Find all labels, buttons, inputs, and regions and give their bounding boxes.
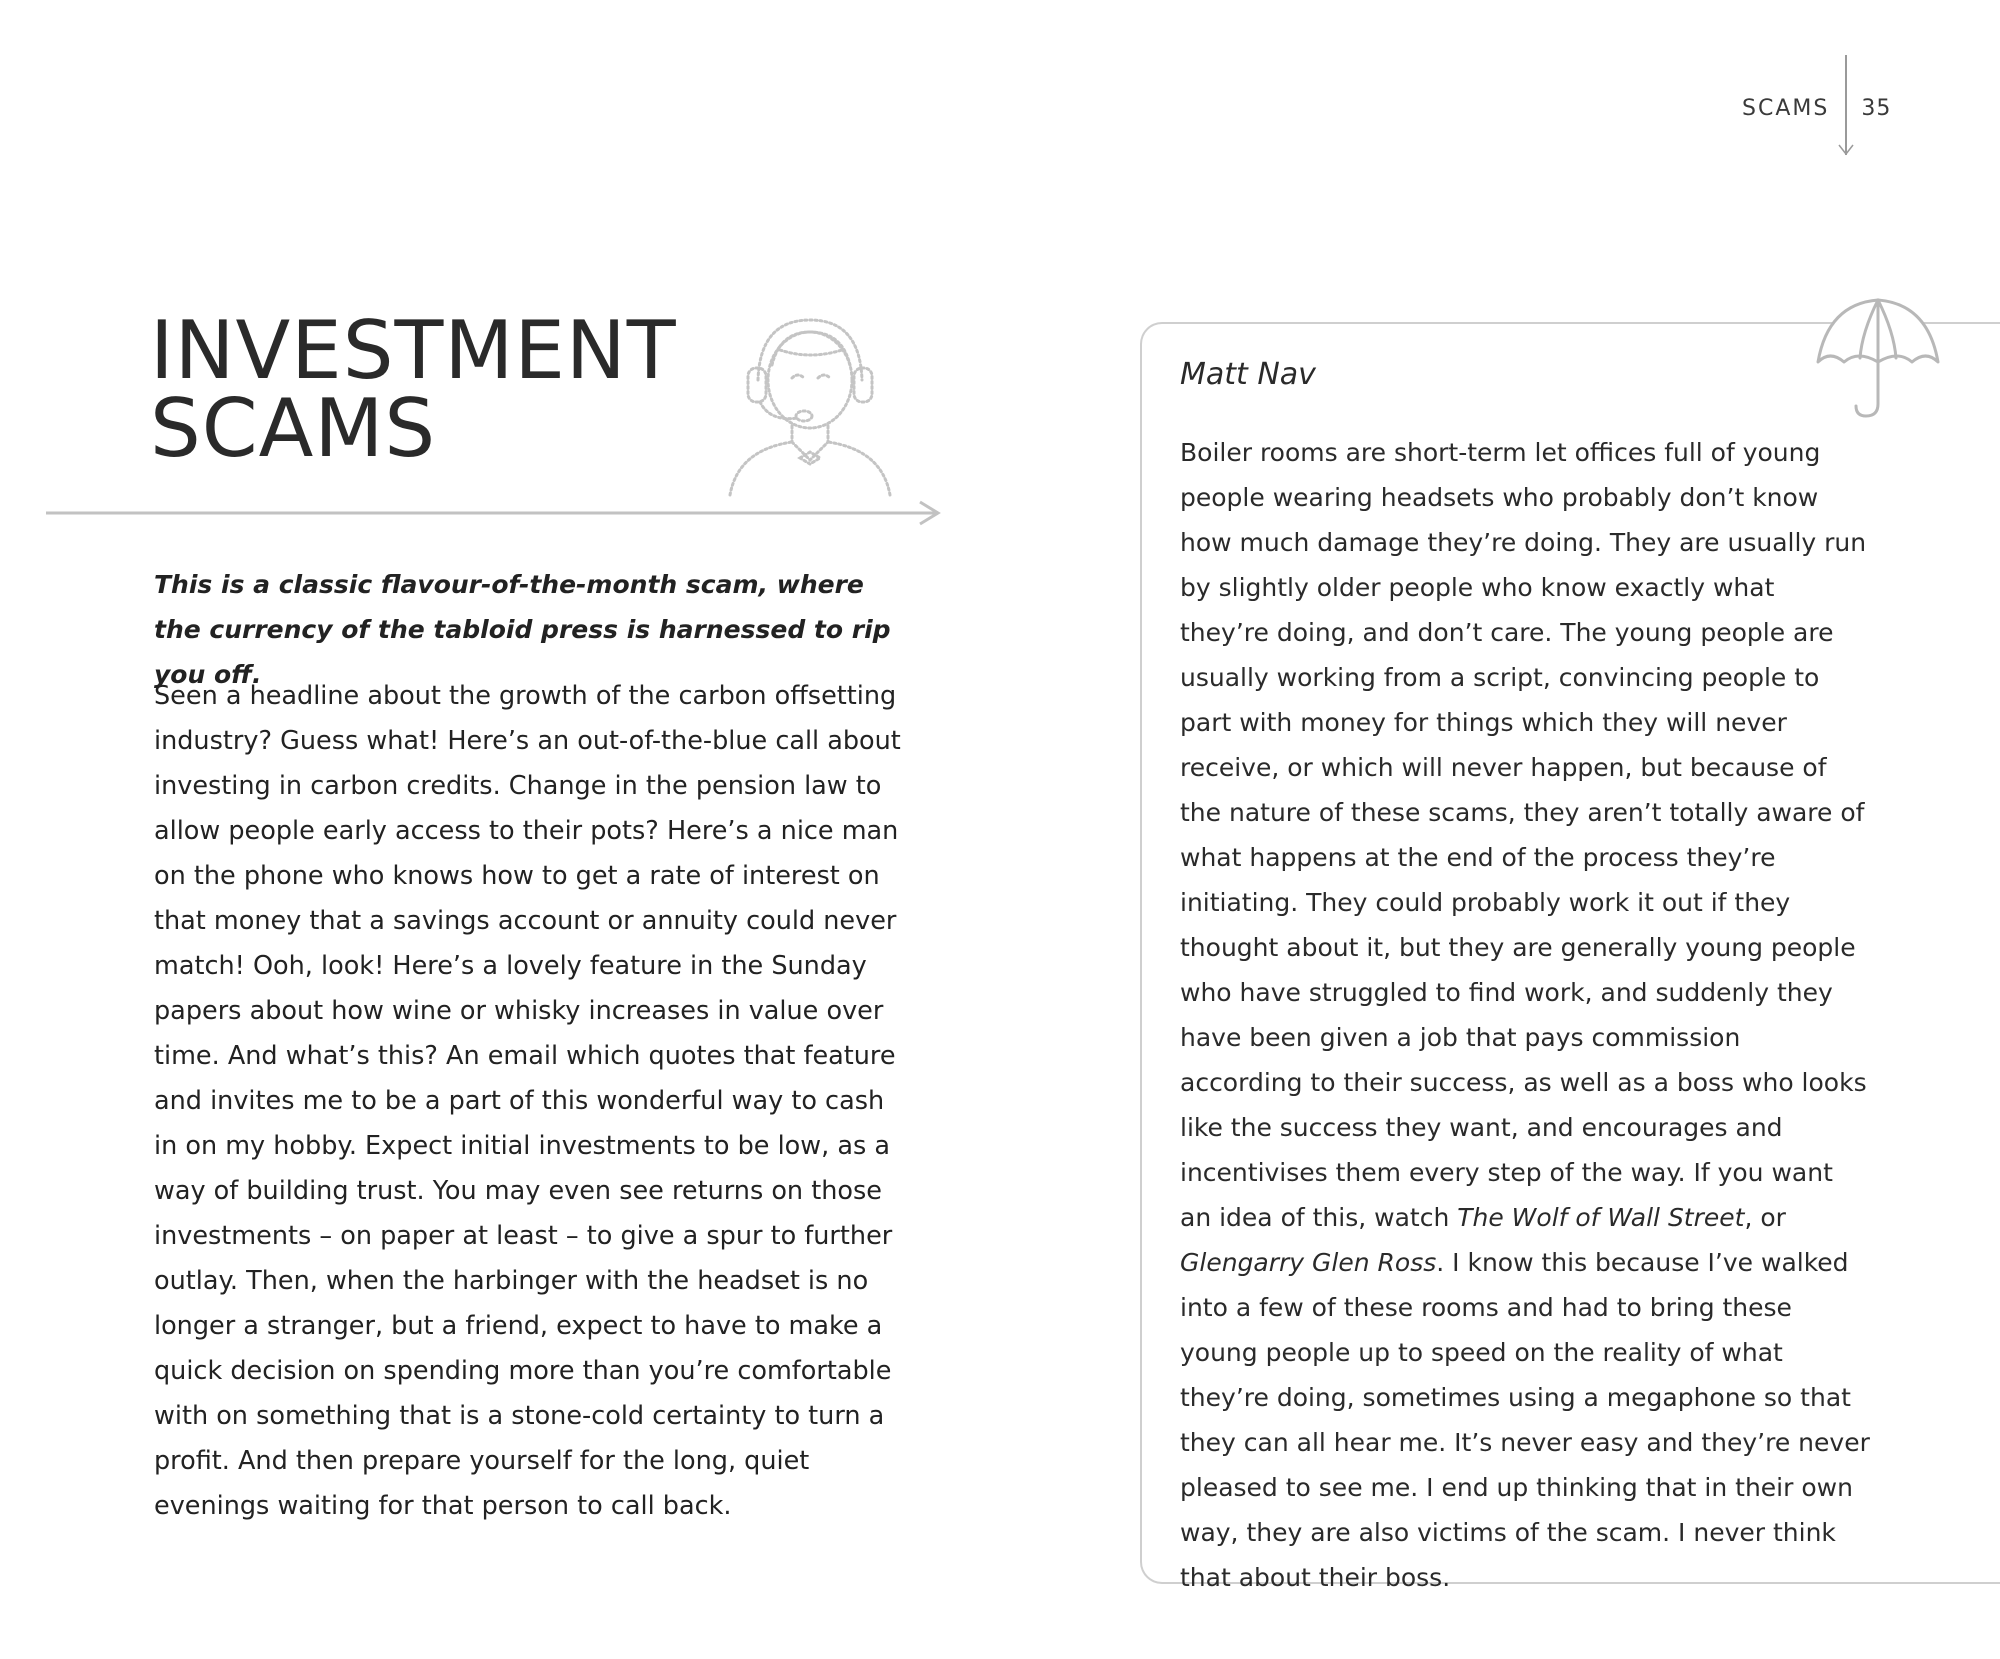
- title-line-1: INVESTMENT: [150, 304, 677, 397]
- film-title-glengarry: Glengarry Glen Ross: [1180, 1248, 1437, 1277]
- sidebar-text-part-3: . I know this because I’ve walked into a few of these rooms and had to bring these young people up to speed on the reality of what they’re doing, sometimes using a megaphone so that they can all hear me. It’s never easy and they’re never pleased to see me. I end up thinking that in their own way, they are also victims of the scam. I never think that about their boss.: [1180, 1248, 1870, 1592]
- title-arrow-rule: [46, 498, 946, 528]
- umbrella-icon: [1808, 292, 1948, 422]
- page-title: [150, 304, 677, 475]
- running-header: [1742, 88, 1891, 128]
- page-number: 35: [1861, 95, 1892, 121]
- article-body: Seen a headline about the growth of the carbon offsetting industry? Guess what! Here’s an out-of-the-blue call about investing in carbon credits. Change in the pension law to allow people early access to their pots? Here’s a nice man on the phone who knows how to get a rate of interest on that money that a savings account or annuity could never match! Ooh, look! Here’s a lovely feature in the Sunday papers about how wine or whisky increases in value over time. And what’s this? An email which quotes that feature and invites me to be a part of this wonderful way to cash in on my hobby. Expect initial investments to be low, as a way of building trust. You may even see returns on those investments – on paper at least – to give a spur to further outlay. Then, when the harbinger with the headset is no longer a stranger, but a friend, expect to have to make a quick decision on spending more than you’re comfortable with on something that is a stone-cold certainty to turn a profit. And then prepare yourself for the long, quiet evenings waiting for that person to call back.: [154, 681, 901, 1521]
- section-name: SCAMS: [1742, 95, 1830, 121]
- header-arrow-down-icon: [1838, 144, 1854, 156]
- sidebar-text: [1180, 430, 1870, 1600]
- title-line-2: SCAMS: [150, 382, 437, 475]
- film-title-wolf: The Wolf of Wall Street: [1457, 1203, 1745, 1232]
- headset-person-icon: [720, 310, 900, 500]
- article-lead: This is a classic flavour-of-the-month scam, where the currency of the tabloid press is harnessed to rip you off.: [154, 570, 891, 689]
- sidebar-text-part-1: Boiler rooms are short-term let offices full of young people wearing headsets who probably don’t know how much damage they’re doing. They are usually run by slightly older people who know exactly what they’re doing, and don’t care. The young people are usually working from a script, convincing people to part with money for things which they will never receive, or which will never happen, but because of the nature of these scams, they aren’t totally aware of what happens at the end of the process they’re initiating. They could probably work it out if they thought about it, but they are generally young people who have struggled to find work, and suddenly they have been given a job that pays commission according to their success, as well as a boss who looks like the success they want, and encourages and incentivises them every step of the way. If you want an idea of this, watch: [1180, 438, 1867, 1232]
- sidebar-author: Matt Nav: [1180, 357, 1316, 392]
- sidebar-text-part-2: , or: [1744, 1203, 1786, 1232]
